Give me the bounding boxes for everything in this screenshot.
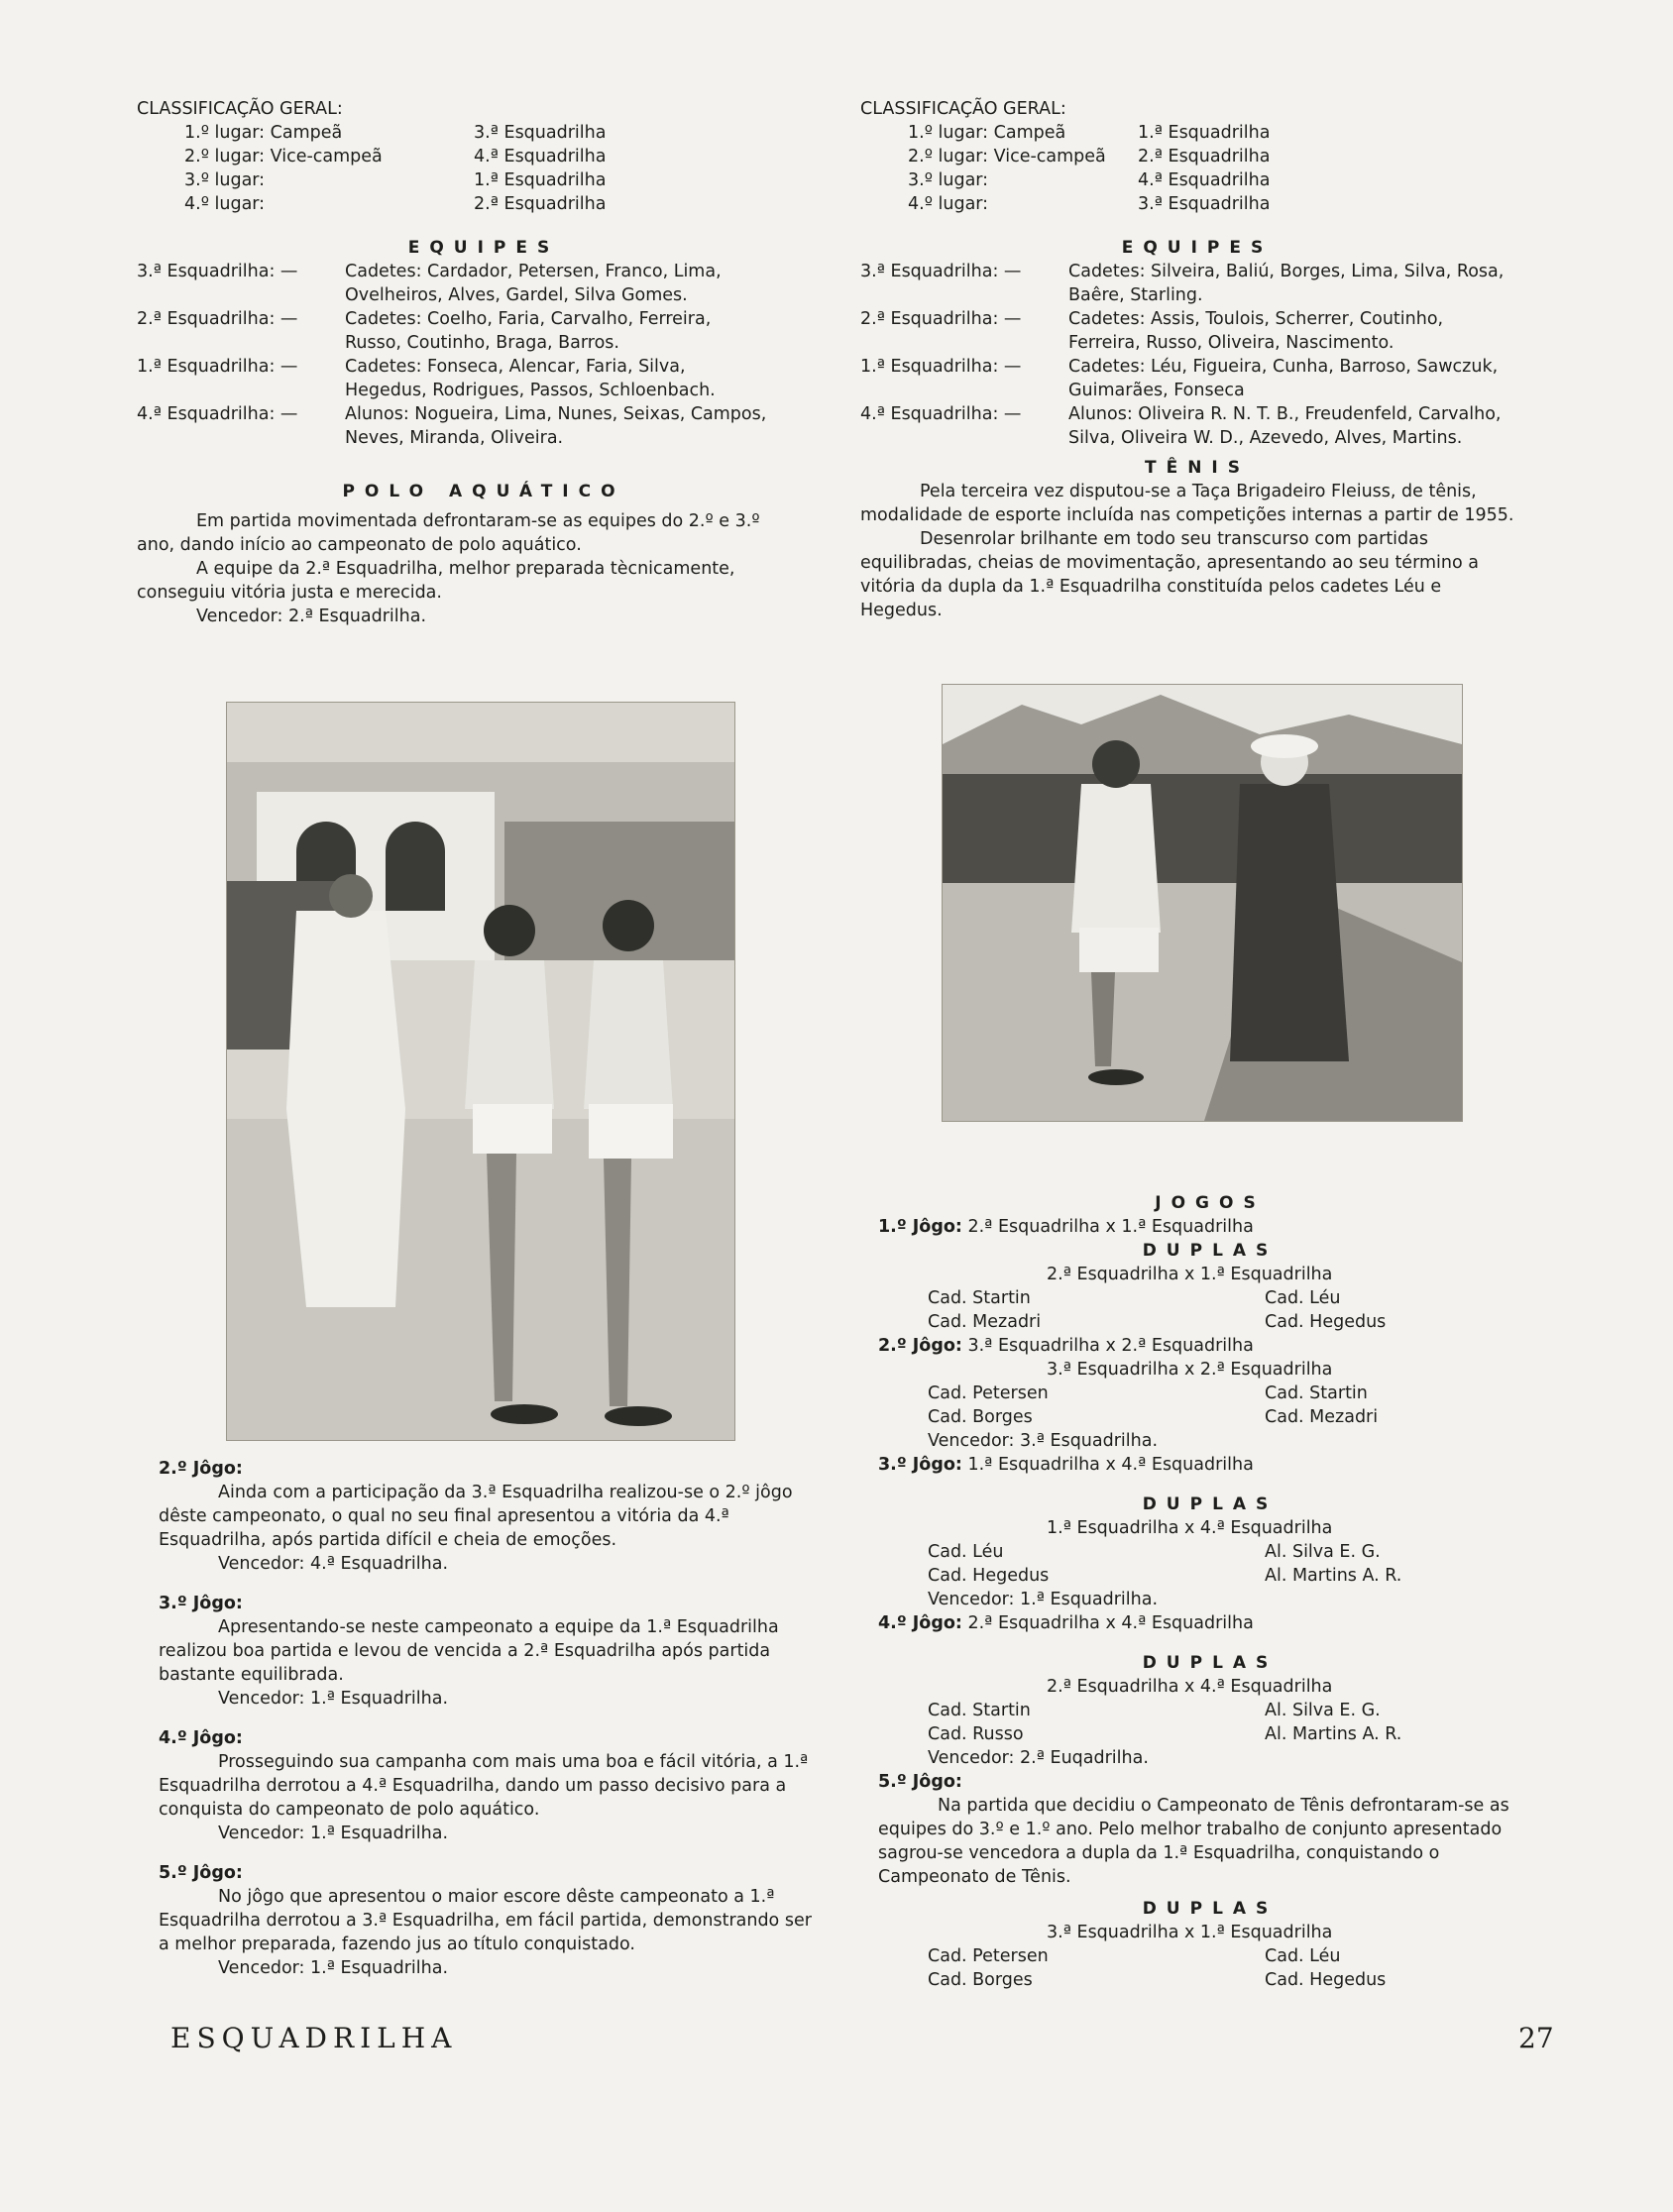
polo-award-photo [226, 702, 735, 1441]
classification-row: 1.º lugar: Campeã 1.ª Esquadrilha [908, 123, 1271, 143]
game-winner: Vencedor: 1.ª Esquadrilha. [218, 1824, 449, 1843]
duplas-table: Cad. Petersen Cad. Léu Cad. Borges Cad. Hegedus [928, 1946, 1387, 1990]
duplas-winner: Vencedor: 1.ª Esquadrilha. [928, 1590, 1159, 1609]
left-column [137, 97, 831, 628]
game-block [159, 1457, 823, 1576]
polo-heading: POLO AQUÁTICO [342, 482, 625, 501]
classification-row: 3.º lugar: 1.ª Esquadrilha [184, 170, 607, 190]
jogos-heading: JOGOS [1155, 1193, 1266, 1213]
classification-list [860, 121, 1534, 216]
team-entry: 1.ª Esquadrilha: — Cadetes: Léu, Figueira, Cunha, Barroso, Sawczuk, Guimarães, Fonseca [860, 357, 1499, 400]
classification-row: 3.º lugar: 4.ª Esquadrilha [908, 170, 1271, 190]
game-text: Na partida que decidiu o Campeonato de Tênis defrontaram-se as equipes do 3.º e 1.º ano. Pelo melhor trabalho de conjunto apresentado sagrou-se vencedora a dupla da 1.ª Esquadrilha, conquistando o Campeonato de Tênis. [878, 1796, 1509, 1887]
team-entry: 1.ª Esquadrilha: — Cadetes: Fonseca, Alencar, Faria, Silva, Hegedus, Rodrigues, Passos, Schloenbach. [137, 357, 716, 400]
game-text: Ainda com a participação da 3.ª Esquadrilha realizou-se o 2.º jôgo dêste campeonato, o qual no seu final apresentou a vitória da 4.ª Esquadrilha, após partida difícil e cheia de emoções. [159, 1483, 793, 1550]
team-entry: 3.ª Esquadrilha: — Cadetes: Silveira, Baliú, Borges, Lima, Silva, Rosa, Baêre, Starling. [860, 262, 1505, 305]
game-header: 3.º Jôgo: 1.ª Esquadrilha x 4.ª Esquadrilha [878, 1455, 1254, 1475]
game-text: Apresentando-se neste campeonato a equipe da 1.ª Esquadrilha realizou boa partida e levou de vencida a 2.ª Esquadrilha após partida bastante equilibrada. [159, 1617, 779, 1685]
classification-row: 2.º lugar: Vice-campeã 4.ª Esquadrilha [184, 147, 607, 166]
team-entry: 2.ª Esquadrilha: — Cadetes: Assis, Toulois, Scherrer, Coutinho, Ferreira, Russo, Oliveira, Nascimento. [860, 309, 1444, 353]
duplas-winner: Vencedor: 2.ª Euqadrilha. [928, 1748, 1149, 1768]
polo-paragraph: Em partida movimentada defrontaram-se as equipes do 2.º e 3.º ano, dando início ao campeonato de polo aquático. [137, 511, 760, 555]
duplas-match: 1.ª Esquadrilha x 4.ª Esquadrilha [1047, 1518, 1333, 1538]
game-header: 4.º Jôgo: 2.ª Esquadrilha x 4.ª Esquadrilha [878, 1613, 1254, 1633]
duplas-table: Cad. Startin Cad. Léu Cad. Mezadri Cad. Hegedus [928, 1288, 1387, 1332]
game-title: 3.º Jôgo: [159, 1594, 243, 1613]
team-entry: 4.ª Esquadrilha: — Alunos: Nogueira, Lima, Nunes, Seixas, Campos, Neves, Miranda, Oliveira. [137, 404, 767, 448]
polo-paragraph: A equipe da 2.ª Esquadrilha, melhor preparada tècnicamente, conseguiu vitória justa e merecida. [137, 559, 735, 603]
duplas-match: 3.ª Esquadrilha x 1.ª Esquadrilha [1047, 1923, 1333, 1942]
game-title: 5.º Jôgo: [159, 1863, 243, 1883]
classification-row: 4.º lugar: 2.ª Esquadrilha [184, 194, 607, 214]
page-number: 27 [1518, 2022, 1554, 2054]
game-title: 2.º Jôgo: [159, 1459, 243, 1479]
teams-heading: EQUIPES [407, 238, 560, 258]
duplas-heading: DUPLAS [1142, 1653, 1279, 1673]
classification-title: CLASSIFICAÇÃO GERAL: [137, 99, 343, 119]
game-text: Prosseguindo sua campanha com mais uma boa e fácil vitória, a 1.ª Esquadrilha derrotou a 4.ª Esquadrilha, dando um passo decisivo para a conquista do campeonato de polo aquático. [159, 1752, 809, 1820]
game-winner: Vencedor: 1.ª Esquadrilha. [218, 1689, 449, 1709]
duplas-heading: DUPLAS [1142, 1494, 1279, 1514]
classification-list [137, 121, 831, 216]
game-header: 1.º Jôgo: 2.ª Esquadrilha x 1.ª Esquadrilha [878, 1217, 1254, 1237]
polo-games [159, 1457, 823, 1980]
game-winner: Vencedor: 4.ª Esquadrilha. [218, 1554, 449, 1574]
photo-illustration [943, 685, 1462, 1121]
teams-list [137, 260, 831, 450]
teams-heading: EQUIPES [1121, 238, 1274, 258]
game-block [159, 1726, 823, 1845]
game-winner: Vencedor: 1.ª Esquadrilha. [218, 1958, 449, 1978]
classification-row: 4.º lugar: 3.ª Esquadrilha [908, 194, 1271, 214]
duplas-heading: DUPLAS [1142, 1899, 1279, 1919]
magazine-title: ESQUADRILHA [170, 2022, 458, 2054]
classification-title: CLASSIFICAÇÃO GERAL: [860, 99, 1066, 119]
game-title: 4.º Jôgo: [159, 1728, 243, 1748]
duplas-table: Cad. Petersen Cad. Startin Cad. Borges Cad. Mezadri [928, 1383, 1379, 1427]
duplas-heading: DUPLAS [1142, 1241, 1279, 1261]
tenis-award-photo [942, 684, 1463, 1122]
game-block [159, 1861, 823, 1980]
classification-row: 2.º lugar: Vice-campeã 2.ª Esquadrilha [908, 147, 1271, 166]
team-entry: 2.ª Esquadrilha: — Cadetes: Coelho, Faria, Carvalho, Ferreira, Russo, Coutinho, Braga, Barros. [137, 309, 712, 353]
tenis-paragraph: Desenrolar brilhante em todo seu transcurso com partidas equilibradas, cheias de movimentação, apresentando ao seu término a vitória da dupla da 1.ª Esquadrilha constituída pelos cadetes Léu e Hegedus. [860, 529, 1479, 620]
game-header: 2.º Jôgo: 3.ª Esquadrilha x 2.ª Esquadrilha [878, 1336, 1254, 1356]
teams-list [860, 260, 1534, 450]
tenis-intro [860, 480, 1534, 620]
team-entry: 4.ª Esquadrilha: — Alunos: Oliveira R. N. T. B., Freudenfeld, Carvalho, Silva, Oliveira W. D., Azevedo, Alves, Martins. [860, 404, 1502, 448]
duplas-match: 2.ª Esquadrilha x 4.ª Esquadrilha [1047, 1677, 1333, 1697]
duplas-table: Cad. Léu Al. Silva E. G. Cad. Hegedus Al. Martins A. R. [928, 1542, 1402, 1586]
tenis-heading: TÊNIS [1144, 458, 1250, 478]
game-text: No jôgo que apresentou o maior escore dêste campeonato a 1.ª Esquadrilha derrotou a 3.ª Esquadrilha, em fácil partida, demonstrando ser a melhor preparada, fazendo jus ao título conquistado. [159, 1887, 812, 1954]
team-entry: 3.ª Esquadrilha: — Cadetes: Cardador, Petersen, Franco, Lima, Ovelheiros, Alves, Gardel, Silva Gomes. [137, 262, 722, 305]
game-title: 5.º Jôgo: [878, 1772, 962, 1792]
polo-winner: Vencedor: 2.ª Esquadrilha. [196, 607, 427, 626]
tenis-games [878, 1140, 1542, 1992]
duplas-match: 2.ª Esquadrilha x 1.ª Esquadrilha [1047, 1265, 1333, 1284]
photo-illustration [227, 703, 734, 1440]
duplas-match: 3.ª Esquadrilha x 2.ª Esquadrilha [1047, 1360, 1333, 1380]
duplas-winner: Vencedor: 3.ª Esquadrilha. [928, 1431, 1159, 1451]
right-column [860, 97, 1534, 620]
tenis-paragraph: Pela terceira vez disputou-se a Taça Brigadeiro Fleiuss, de tênis, modalidade de esporte incluída nas competições internas a partir de 1955. [860, 482, 1514, 525]
classification-row: 1.º lugar: Campeã 3.ª Esquadrilha [184, 123, 607, 143]
game-block [159, 1592, 823, 1711]
duplas-table: Cad. Startin Al. Silva E. G. Cad. Russo Al. Martins A. R. [928, 1701, 1402, 1744]
polo-intro [137, 509, 831, 628]
